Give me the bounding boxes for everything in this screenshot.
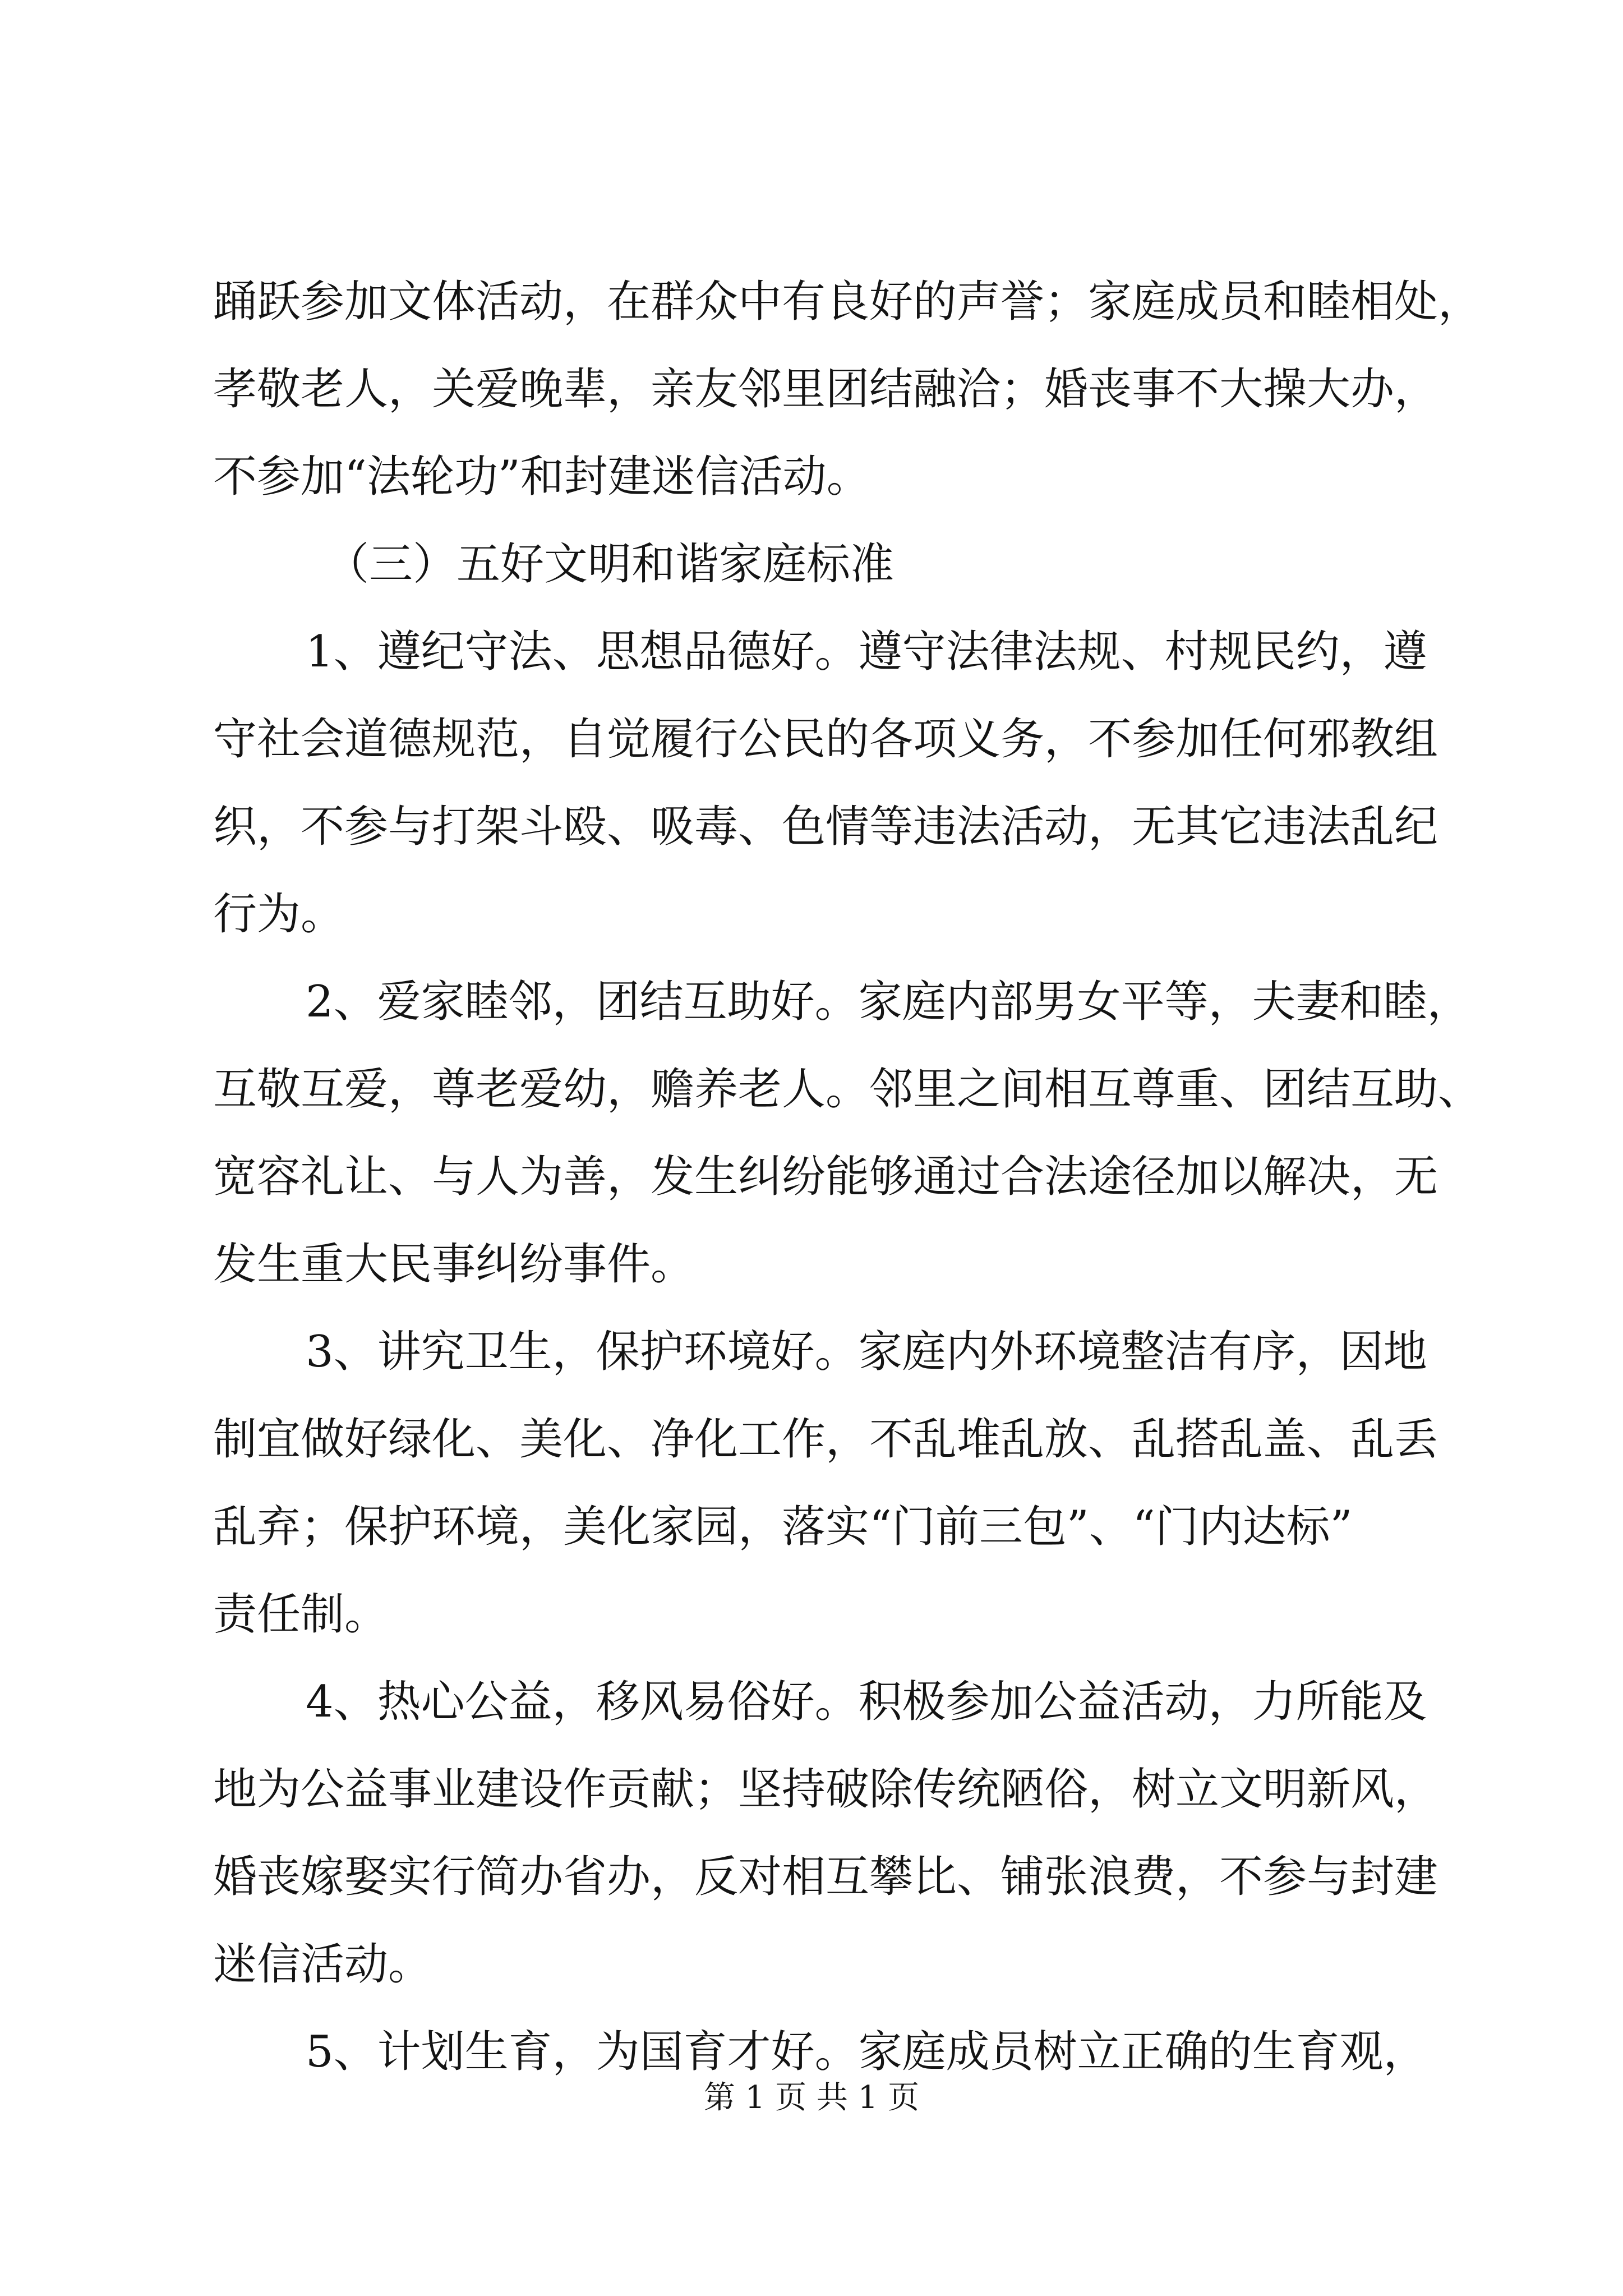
text-line-8: 行为。: [213, 889, 345, 940]
text-line-12: 发生重大民事纠纷事件。: [213, 1239, 695, 1290]
text-line-10: 互敬互爱，尊老爱幼，赡养老人。邻里之间相互尊重、团结互助、: [213, 1064, 1482, 1115]
text-line-20: 迷信活动。: [213, 1939, 432, 1990]
text-line-3: 不参加“法轮功”和封建迷信活动。: [213, 452, 870, 502]
document-body: [213, 258, 1482, 2096]
text-line-19: 婚丧嫁娶实行简办省办，反对相互攀比、铺张浪费，不参与封建: [213, 1852, 1438, 1902]
text-line-16: 责任制。: [213, 1589, 389, 1640]
text-line-15: 乱弃；保护环境，美化家园，落实“门前三包”、“门内达标”: [213, 1502, 1353, 1552]
item-5-first-line: 5、计划生育，为国育才好。家庭成员树立正确的生育观，: [306, 2027, 1427, 2077]
text-line-11: 宽容礼让、与人为善，发生纠纷能够通过合法途径加以解决，无: [213, 1152, 1438, 1202]
text-line-1: 踊跃参加文体活动，在群众中有良好的声誉；家庭成员和睦相处，: [213, 277, 1482, 327]
item-3-first-line: 3、讲究卫生，保护环境好。家庭内外环境整洁有序，因地: [306, 1327, 1427, 1377]
text-line-7: 织，不参与打架斗殴、吸毒、色情等违法活动，无其它违法乱纪: [213, 802, 1438, 852]
item-1-first-line: 1、遵纪守法、思想品德好。遵守法律法规、村规民约，遵: [306, 627, 1427, 677]
text-line-14: 制宜做好绿化、美化、净化工作，不乱堆乱放、乱搭乱盖、乱丢: [213, 1414, 1438, 1465]
page-footer: 第 1 页 共 1 页: [703, 2079, 920, 2116]
text-line-6: 守社会道德规范，自觉履行公民的各项义务，不参加任何邪教组: [213, 714, 1438, 765]
text-line-2: 孝敬老人，关爱晚辈，亲友邻里团结融洽；婚丧事不大操大办，: [213, 364, 1438, 415]
section-heading: （三）五好文明和谐家庭标准: [325, 539, 895, 590]
item-4-first-line: 4、热心公益，移风易俗好。积极参加公益活动，力所能及: [306, 1677, 1427, 1727]
text-line-18: 地为公益事业建设作贡献；坚持破除传统陋俗，树立文明新风，: [213, 1764, 1438, 1815]
item-2-first-line: 2、爱家睦邻，团结互助好。家庭内部男女平等，夫妻和睦，: [306, 977, 1471, 1027]
